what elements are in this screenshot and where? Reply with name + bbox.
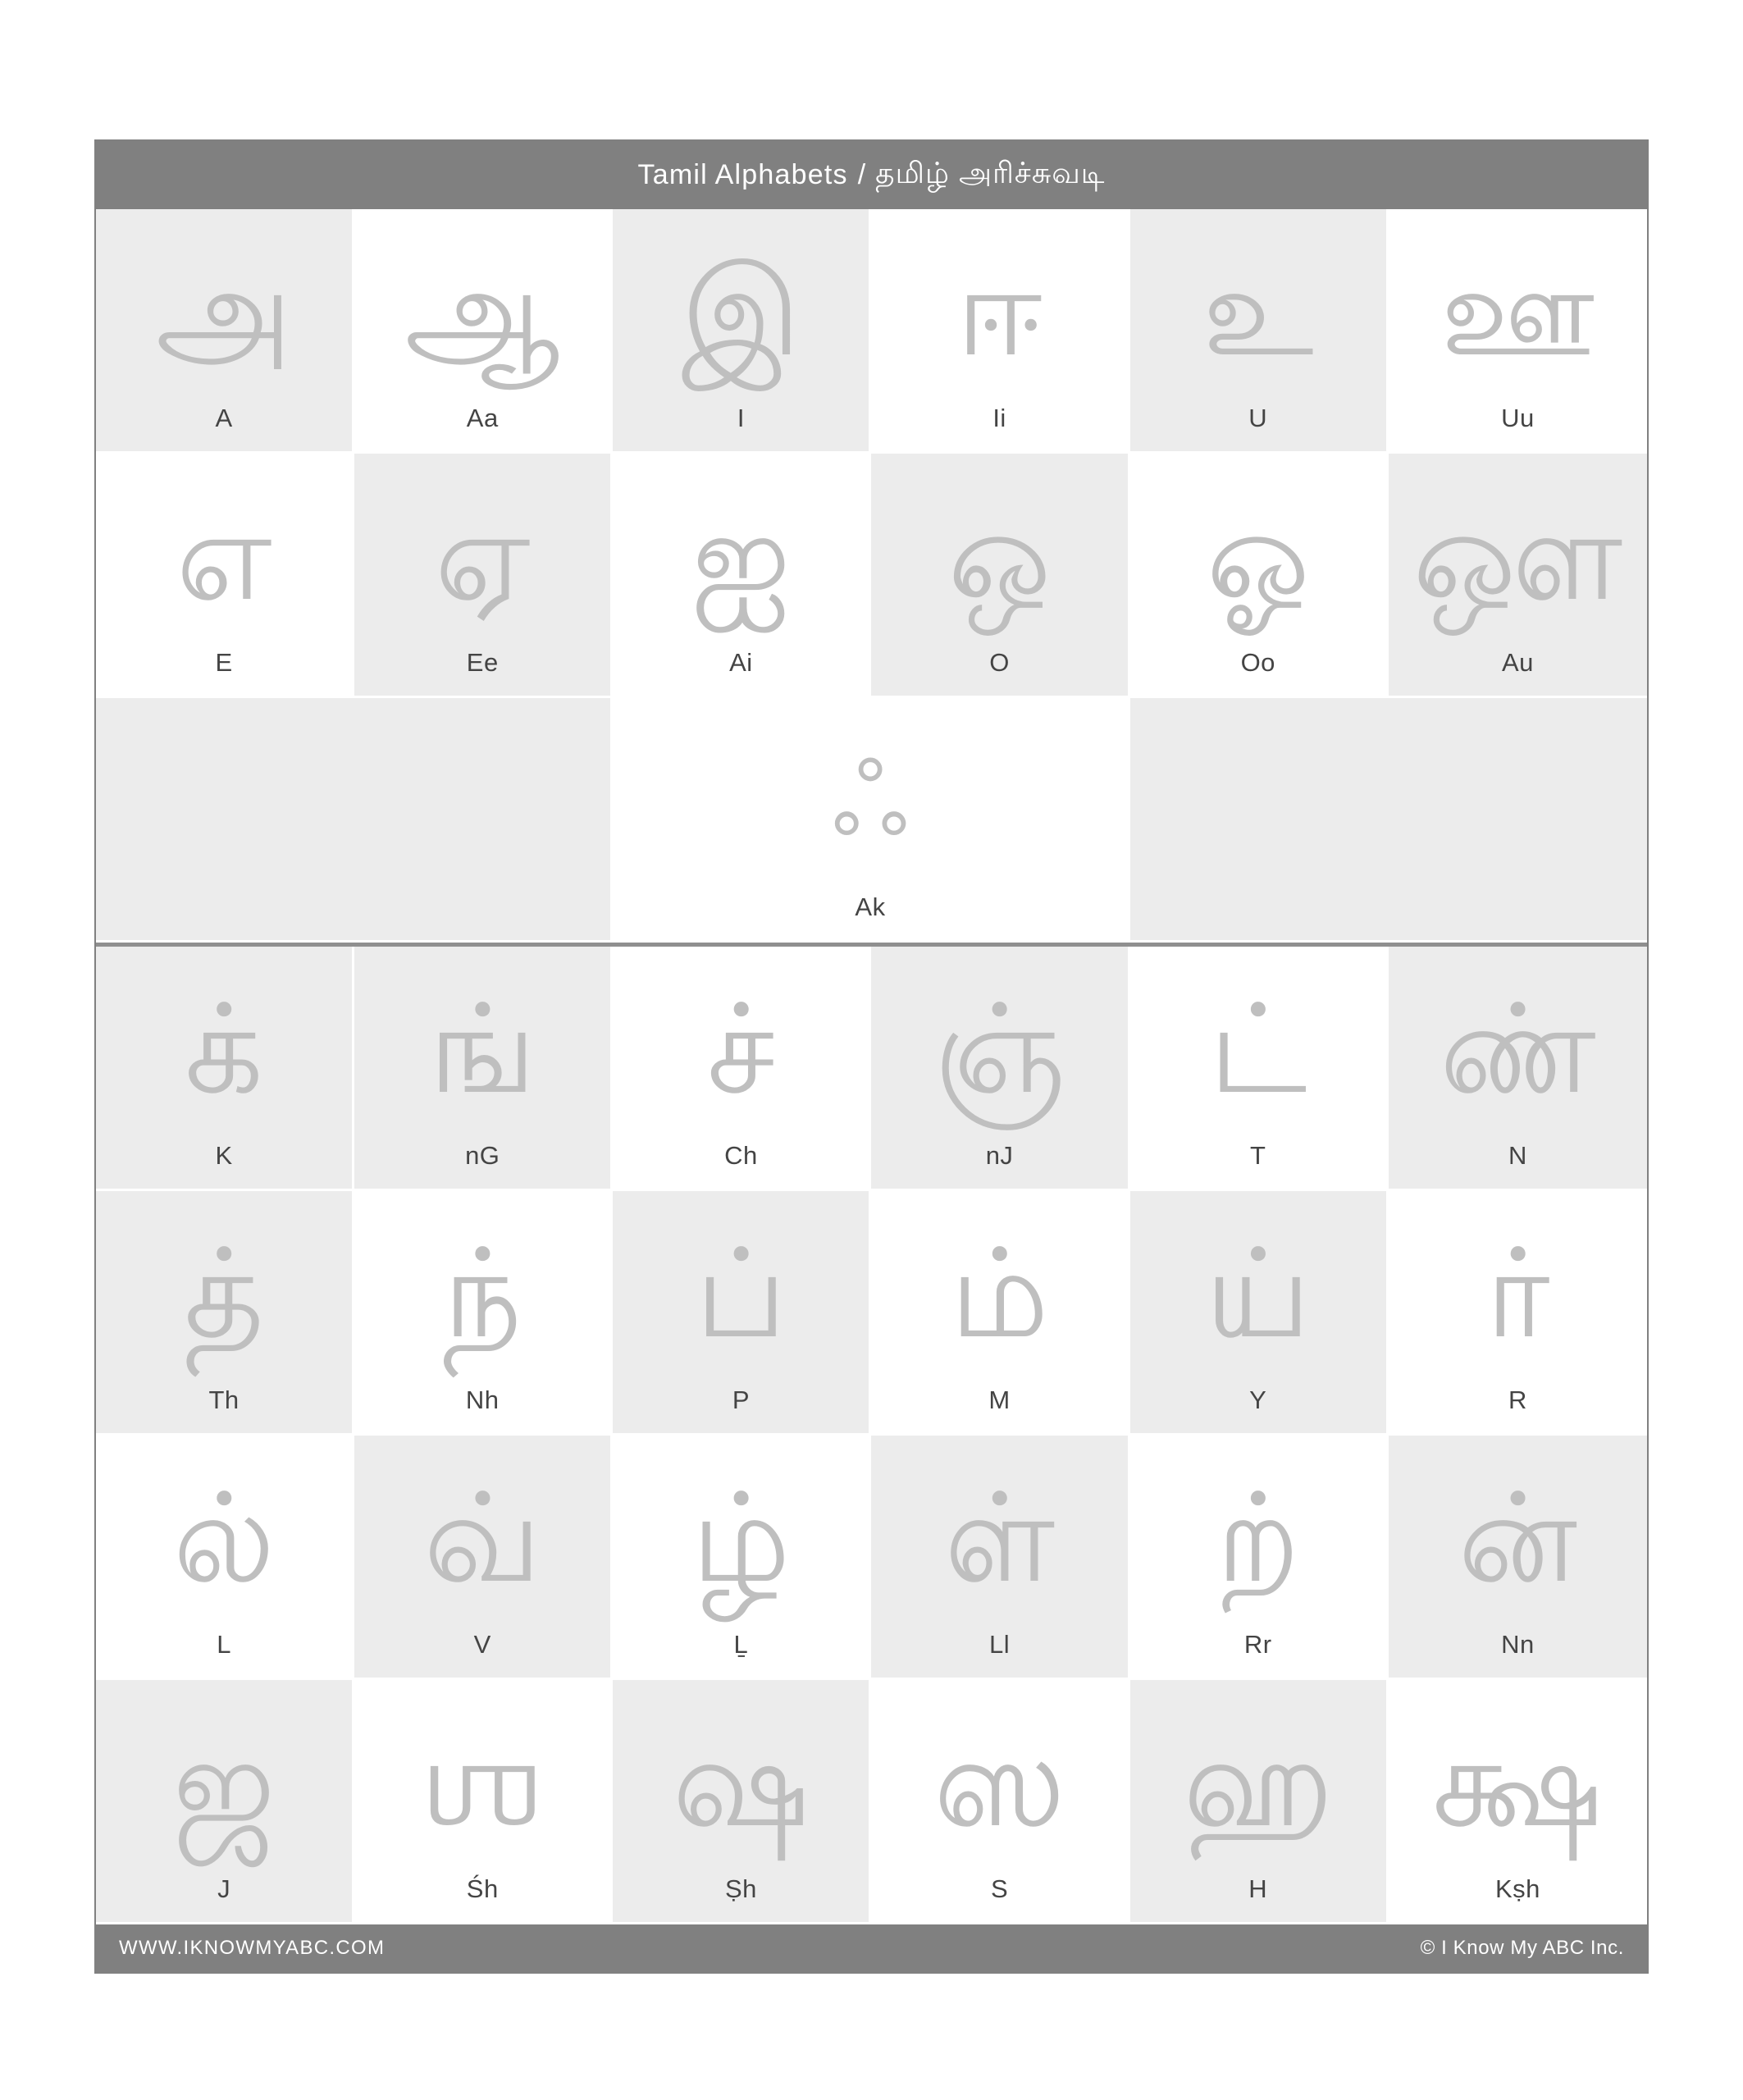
letter-cell-m[interactable] [871,1191,1129,1436]
letter-cell-o[interactable] [871,454,1129,698]
letter-glyph-nn: ன் [1458,1468,1578,1607]
letter-roman-o: O [989,648,1010,677]
letter-glyph-rr: ற் [1216,1468,1300,1607]
letter-cell-h[interactable] [1130,1680,1389,1924]
letter-roman-y: Y [1249,1386,1267,1414]
alphabet-chart-sheet [94,139,1649,1974]
letter-roman-kṣh: Kṣh [1494,1874,1540,1903]
letter-glyph-ng: ங் [428,979,536,1118]
title-separator: / [857,159,866,190]
letter-cell-r[interactable] [1389,1191,1647,1436]
letter-roman-ng: nG [465,1141,500,1170]
letter-glyph-l: ல் [172,1468,276,1607]
aytham-blank-left [96,698,613,943]
vowels-grid [96,209,1647,698]
chart-title-bar [96,141,1647,209]
letter-glyph-t: ட் [1209,979,1307,1118]
letter-cell-nn[interactable] [1389,1436,1647,1680]
letter-cell-y[interactable] [1130,1191,1389,1436]
letter-glyph-s: ஸ [933,1713,1066,1851]
letter-roman-p: P [732,1386,750,1414]
letter-cell-nj[interactable] [871,947,1129,1191]
letter-glyph-u: உ [1202,242,1314,381]
letter-roman-j: J [217,1874,231,1903]
letter-roman-h: H [1248,1874,1268,1903]
letter-glyph-th: த் [184,1224,264,1363]
letter-roman-nh: Nh [465,1386,500,1414]
letter-roman-ee: Ee [466,648,499,677]
letter-roman-ll: Ll [989,1630,1011,1659]
letter-cell-th[interactable] [96,1191,354,1436]
letter-glyph-o: ஒ [947,486,1052,625]
footer-website[interactable]: WWW.IKNOWMYABC.COM [119,1937,386,1959]
letter-glyph-ch: ச் [706,979,775,1118]
letter-cell-ee[interactable] [354,454,613,698]
letter-cell-ch[interactable] [613,947,871,1191]
letter-cell-e[interactable] [96,454,354,698]
aytham-blank-right [1130,698,1647,943]
letter-glyph-a: அ [155,242,293,381]
letter-roman-ak: Ak [855,892,886,921]
letter-roman-i: I [737,404,745,432]
letter-glyph-ii: ஈ [956,242,1043,381]
letter-cell-p[interactable] [613,1191,871,1436]
letter-cell-n[interactable] [1389,947,1647,1191]
letter-cell-v[interactable] [354,1436,613,1680]
letter-cell-j[interactable] [96,1680,354,1924]
letter-cell-uu[interactable] [1389,209,1647,454]
letter-glyph-m: ம் [950,1224,1049,1363]
letter-cell-ai[interactable] [613,454,871,698]
letter-roman-k: K [215,1141,233,1170]
letter-glyph-r: ர் [1485,1224,1550,1363]
letter-glyph-k: க் [185,979,264,1118]
vowels-section [96,209,1647,947]
letter-cell-au[interactable] [1389,454,1647,698]
letter-cell-t[interactable] [1130,947,1389,1191]
letter-cell-k[interactable] [96,947,354,1191]
letter-cell-ṣh[interactable] [613,1680,871,1924]
letter-glyph-ṣh: ஷ [672,1713,810,1851]
letter-roman-nn: Nn [1501,1630,1535,1659]
letter-roman-n: N [1508,1141,1527,1170]
consonants-grid [96,947,1647,1924]
letter-roman-rr: Rr [1243,1630,1272,1659]
letter-glyph-ai: ஐ [691,486,791,625]
letter-roman-l: L [217,1630,231,1659]
footer-copyright: © I Know My ABC Inc. [1420,1937,1624,1959]
letter-glyph-nh: ந் [443,1224,522,1363]
letter-glyph-aa: ஆ [404,242,561,381]
letter-roman-au: Au [1501,648,1534,677]
letter-glyph-oo: ஓ [1206,486,1310,625]
letter-roman-t: T [1250,1141,1266,1170]
letter-glyph-h: ஹ [1182,1713,1334,1851]
letter-roman-ai: Ai [729,648,753,677]
letter-cell-ḻ[interactable] [613,1436,871,1680]
letter-roman-ch: Ch [724,1141,758,1170]
letter-glyph-p: ப் [695,1224,787,1363]
letter-roman-oo: Oo [1240,648,1275,677]
letter-cell-i[interactable] [613,209,871,454]
letter-glyph-nj: ஞ் [933,979,1066,1118]
letter-roman-ṣh: Ṣh [724,1874,757,1903]
letter-glyph-ak: ஃ [831,745,910,856]
letter-cell-oo[interactable] [1130,454,1389,698]
letter-glyph-j: ஜ [172,1713,276,1851]
letter-cell-a[interactable] [96,209,354,454]
letter-roman-v: V [473,1630,491,1659]
letter-roman-śh: Śh [466,1874,499,1903]
letter-cell-ll[interactable] [871,1436,1129,1680]
letter-roman-u: U [1248,404,1268,432]
letter-cell-l[interactable] [96,1436,354,1680]
letter-roman-aa: Aa [466,404,499,432]
letter-cell-ii[interactable] [871,209,1129,454]
letter-cell-s[interactable] [871,1680,1129,1924]
letter-cell-kṣh[interactable] [1389,1680,1647,1924]
letter-cell-ak[interactable] [613,698,1129,943]
letter-roman-uu: Uu [1501,404,1535,432]
aytham-row [96,698,1647,947]
letter-cell-ng[interactable] [354,947,613,1191]
page-title-english: Tamil Alphabets [637,159,848,190]
letter-roman-a: A [215,404,233,432]
letter-glyph-v: வ் [423,1468,542,1607]
letter-glyph-ll: ள் [943,1468,1056,1607]
letter-glyph-uu: ஊ [1440,242,1595,381]
letter-cell-u[interactable] [1130,209,1389,454]
letter-roman-e: E [215,648,233,677]
letter-glyph-i: இ [681,242,801,381]
letter-glyph-ḻ: ழ் [691,1468,791,1607]
letter-roman-r: R [1508,1386,1527,1414]
letter-glyph-y: ய் [1205,1224,1312,1363]
letter-glyph-n: ண் [1439,979,1596,1118]
letter-roman-m: M [988,1386,1011,1414]
letter-cell-nh[interactable] [354,1191,613,1436]
letter-glyph-au: ஔ [1412,486,1623,625]
letter-roman-th: Th [208,1386,240,1414]
letter-glyph-kṣh: க்ஷ [1432,1713,1604,1851]
letter-roman-nj: nJ [985,1141,1014,1170]
letter-cell-aa[interactable] [354,209,613,454]
letter-glyph-ee: ஏ [434,486,531,625]
letter-roman-s: S [990,1874,1009,1903]
letter-roman-ḻ: Ḻ [733,1630,749,1659]
letter-glyph-e: எ [176,486,272,625]
letter-glyph-śh: ஶ [419,1713,546,1851]
chart-footer-bar [96,1924,1647,1972]
letter-cell-rr[interactable] [1130,1436,1389,1680]
letter-cell-śh[interactable] [354,1680,613,1924]
letter-roman-ii: Ii [992,404,1006,432]
page-title-tamil: தமிழ் அரிச்சுவடி [875,156,1106,189]
